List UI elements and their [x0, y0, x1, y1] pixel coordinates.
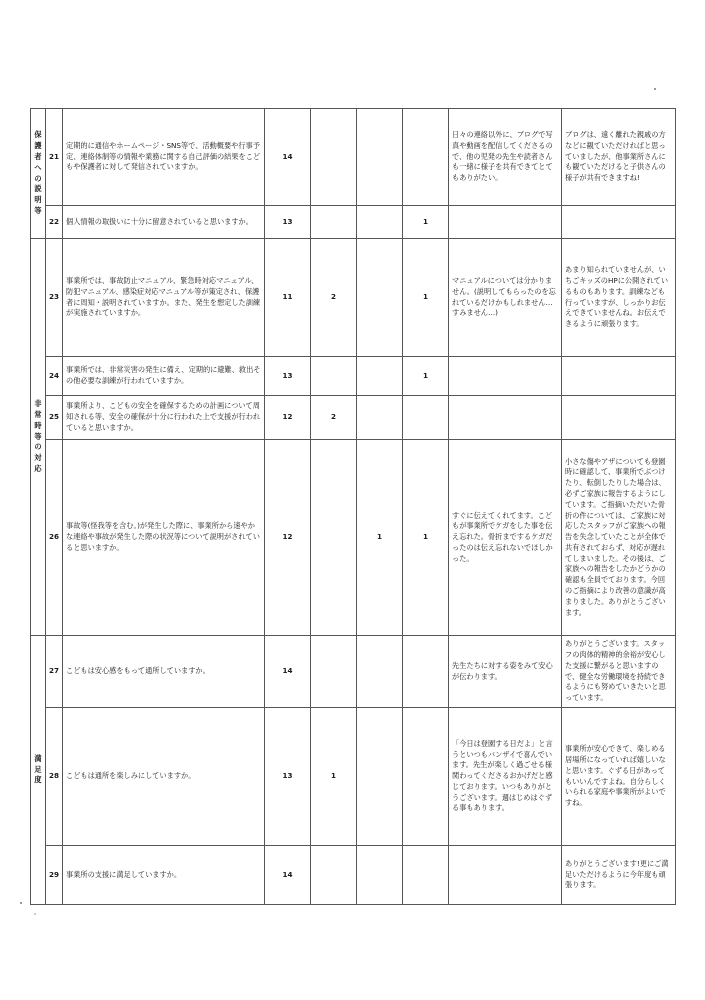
count-unknown: [403, 708, 449, 846]
question-text: 事業所より、こどもの安全を確保するための計画について周知される等、安全の確保が十分に行われた上で支援が行われていると思いますか。: [63, 396, 265, 440]
facility-reply: [562, 357, 676, 396]
count-no: [357, 396, 403, 440]
category-cell: 満足度: [31, 636, 46, 905]
count-yes: 13: [265, 357, 311, 396]
question-text: 個人情報の取扱いに十分に留意されていると思いますか。: [63, 206, 265, 239]
count-yes: 13: [265, 206, 311, 239]
parent-comment: 先生たちに対する姿をみて安心が伝わります。: [449, 636, 562, 708]
item-number: 29: [46, 846, 63, 905]
table-row: [31, 109, 676, 206]
count-unknown: [403, 396, 449, 440]
parent-comment: すぐに伝えてくれてます。こどもが事業所でケガをした事を伝え忘れた。骨折までするケガだったのは伝え忘れないでほしかった。: [449, 440, 562, 636]
count-no: [357, 239, 403, 357]
count-no: [357, 357, 403, 396]
parent-comment: 日々の連絡以外に、ブログで写真や動画を配信してくださるので、他の児発の先生や読者さんも一緒に様子を共有できてとてもありがたい。: [449, 109, 562, 206]
parent-comment: [449, 357, 562, 396]
count-yes: 14: [265, 846, 311, 905]
count-no: [357, 109, 403, 206]
count-somewhat: 2: [311, 239, 357, 357]
count-somewhat: [311, 636, 357, 708]
facility-reply: 事業所が安心できて、楽しめる居場所になっていれば嬉しいなと思います。ぐずる日があってもいいんですよね。自分らしくいられる家庭や事業所がよいですね。: [562, 708, 676, 846]
count-yes: 13: [265, 708, 311, 846]
count-unknown: [403, 636, 449, 708]
table-row: [31, 636, 676, 708]
table-row: [31, 357, 676, 396]
count-yes: 14: [265, 636, 311, 708]
item-number: 26: [46, 440, 63, 636]
count-somewhat: 2: [311, 396, 357, 440]
table-row: [31, 206, 676, 239]
question-text: こどもは安心感をもって通所していますか。: [63, 636, 265, 708]
count-unknown: 1: [403, 357, 449, 396]
parent-comment: [449, 206, 562, 239]
count-unknown: 1: [403, 206, 449, 239]
question-text: 事故等(怪我等を含む。)が発生した際に、事業所から速やかな連絡や事故が発生した際の状況等について説明がされていると思いますか。: [63, 440, 265, 636]
facility-reply: ありがとうございます!更にご満足いただけるように今年度も頑張ります。: [562, 846, 676, 905]
parent-comment: 「今日は登園する日だよ」と言うといつもバンザイで喜んでいます。先生が楽しく過ごせる様関わってくださるおかげだと感じております。いつもありがとうございます。週はじめはぐずる事もあります。: [449, 708, 562, 846]
facility-reply: [562, 206, 676, 239]
question-text: こどもは通所を楽しみにしていますか。: [63, 708, 265, 846]
count-no: [357, 846, 403, 905]
question-text: 事業所では、事故防止マニュアル、緊急時対応マニュアル、防犯マニュアル、感染症対応マニュアル等が策定され、保護者に周知・説明されていますか。また、発生を想定した訓練が実施されていますか。: [63, 239, 265, 357]
table-row: [31, 440, 676, 636]
table-row: [31, 239, 676, 357]
facility-reply: あまり知られていませんが、いちごキッズのHPに公開されているものもあります。訓練なども行っていますが、しっかりお伝えできていませんね。お伝えできるように頑張ります。: [562, 239, 676, 357]
facility-reply: 小さな傷やアザについても登園時に確認して、事業所でぶつけたり、転倒したりした場合は、必ずご家族に報告するようにしています。ご指摘いただいた骨折の件については、ご家族に対応したスタッフがご家族への報告を失念していたことが全体で共有されておらず、対応が遅れてしまいました。その後は、ご家族への報告をしたかどうかの確認も全員でております。今回のご指摘により改善の意識が高まりました。ありがとうございます。: [562, 440, 676, 636]
survey-table-body: [31, 109, 676, 905]
count-yes: 12: [265, 396, 311, 440]
count-unknown: [403, 109, 449, 206]
parent-comment: マニュアルについては分かりません。(説明してもらったのを忘れているだけかもしれません…すみません…): [449, 239, 562, 357]
count-unknown: [403, 846, 449, 905]
table-row: [31, 396, 676, 440]
count-somewhat: [311, 357, 357, 396]
count-somewhat: 1: [311, 708, 357, 846]
category-cell: 保護者への説明等: [31, 109, 46, 239]
item-number: 27: [46, 636, 63, 708]
question-text: 定期的に通信やホームページ・SNS等で、活動概要や行事予定、連絡体制等の情報や業務に関する自己評価の結果をこどもや保護者に対して発信されていますか。: [63, 109, 265, 206]
item-number: 24: [46, 357, 63, 396]
count-no: 1: [357, 440, 403, 636]
count-somewhat: [311, 846, 357, 905]
table-row: [31, 846, 676, 905]
parent-comment: [449, 396, 562, 440]
count-somewhat: [311, 109, 357, 206]
table-row: [31, 708, 676, 846]
facility-reply: [562, 396, 676, 440]
scan-mark: ˒: [34, 910, 37, 919]
count-unknown: 1: [403, 440, 449, 636]
survey-table: [30, 108, 676, 905]
facility-reply: ブログは、遠く離れた親戚の方などに観ていただければと思っていましたが、他事業所さんにも観ていただけると子供さんの様子が共有できますね!: [562, 109, 676, 206]
count-yes: 12: [265, 440, 311, 636]
question-text: 事業所では、非常災害の発生に備え、定期的に避難、救出その他必要な訓練が行われていますか。: [63, 357, 265, 396]
count-no: [357, 206, 403, 239]
category-cell: 非常時等の対応: [31, 239, 46, 636]
count-unknown: 1: [403, 239, 449, 357]
count-yes: 11: [265, 239, 311, 357]
scan-dot: [654, 88, 656, 90]
item-number: 22: [46, 206, 63, 239]
parent-comment: [449, 846, 562, 905]
item-number: 23: [46, 239, 63, 357]
count-no: [357, 636, 403, 708]
count-somewhat: [311, 206, 357, 239]
question-text: 事業所の支援に満足していますか。: [63, 846, 265, 905]
item-number: 25: [46, 396, 63, 440]
scan-dot: [20, 902, 22, 904]
count-yes: 14: [265, 109, 311, 206]
item-number: 28: [46, 708, 63, 846]
count-somewhat: [311, 440, 357, 636]
facility-reply: ありがとうございます。スタッフの肉体的精神的余裕が安心した支援に繋がると思いますので、健全な労働環境を持続できるようにも努めていきたいと思っています。: [562, 636, 676, 708]
count-no: [357, 708, 403, 846]
item-number: 21: [46, 109, 63, 206]
